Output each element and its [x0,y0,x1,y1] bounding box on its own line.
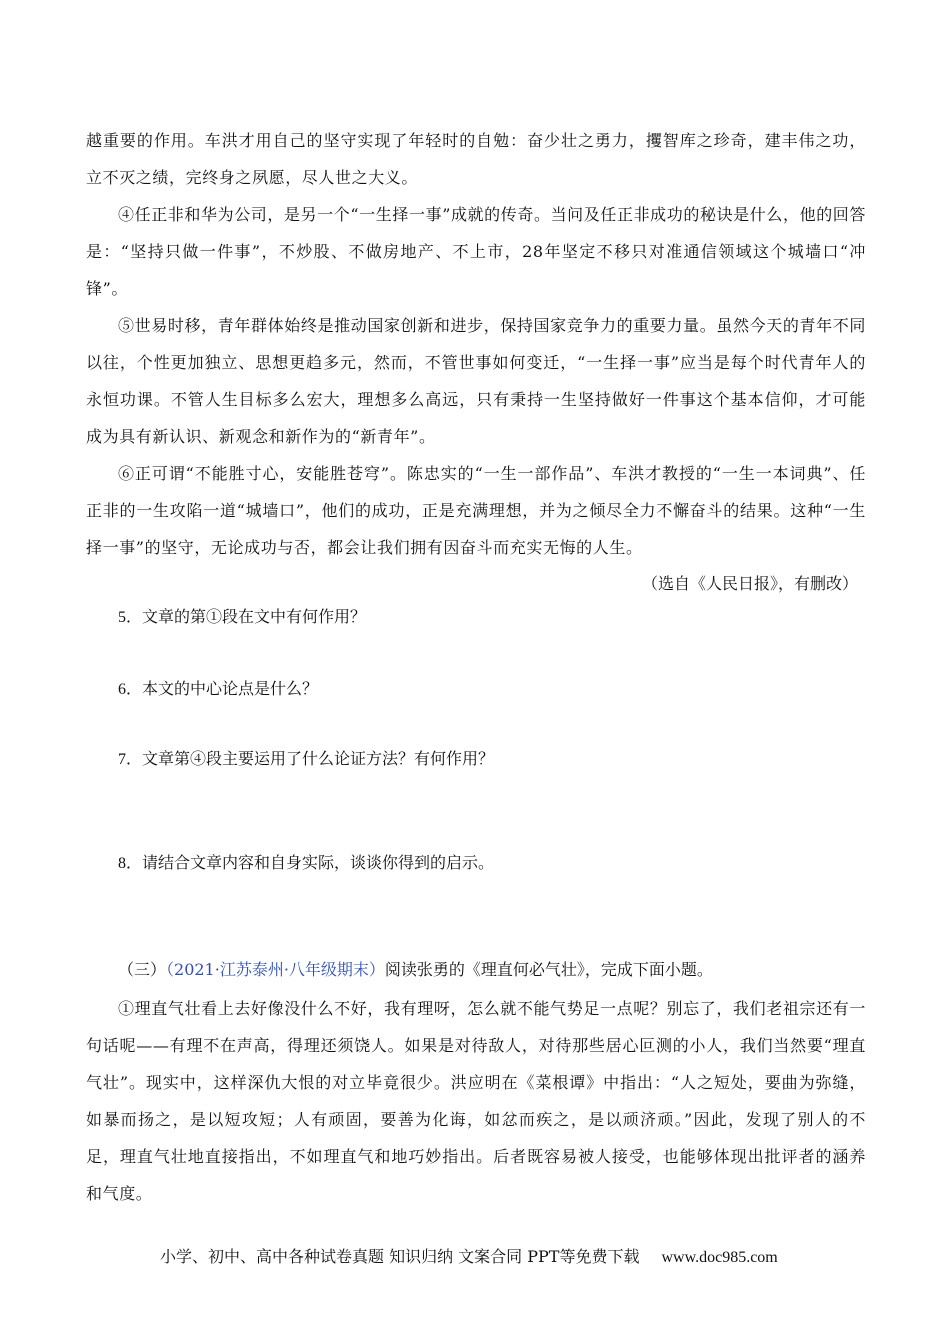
footer-text: 小学、初中、高中各种试卷真题 知识归纳 文案合同 PPT等免费下载 [160,1247,640,1266]
section-3-source-tag[interactable]: （2021·江苏泰州·八年级期末） [166,960,385,979]
paragraph-4: ④任正非和华为公司，是另一个“一生择一事”成就的传奇。当问及任正非成功的秘诀是什么，他的回答是：“坚持只做一件事”，不炒股、不做房地产、不上市，28年坚定不移只对准通信领域这个城墙口“冲锋”。 [86,205,866,298]
paragraph-6: ⑥正可谓“不能胜寸心，安能胜苍穹”。陈忠实的“一生一部作品”、车洪才教授的“一生一本词典”、任正非的一生攻陷一道“城墙口”，他们的成功，正是充满理想，并为之倾尽全力不懈奋斗的结果。这种“一生择一事”的坚守，无论成功与否，都会让我们拥有因奋斗而充实无悔的人生。 [86,464,866,557]
footer-url[interactable]: www.doc985.com [661,1249,778,1266]
source-citation: （选自《人民日报》，有删改） [641,574,858,593]
section-3-paragraph-1: ①理直气壮看上去好像没什么不好，我有理呀，怎么就不能气势足一点呢？别忘了，我们老祖宗还有一句话呢——有理不在声高，得理还须饶人。如果是对待敌人，对待那些居心叵测的小人，我们当然要“理直气壮”。现实中，这样深仇大恨的对立毕竟很少。洪应明在《菜根谭》中指出：“人之短处，要曲为弥缝，如暴而扬之，是以短攻短；人有顽固，要善为化诲，如忿而疾之，是以顽济顽。”因此，发现了别人的不足，理直气壮地直接指出，不如理直气和地巧妙指出。后者既容易被人接受，也能够体现出批评者的涵养和气度。 [86,999,866,1203]
section-3-heading [118,958,713,982]
paragraph-5: ⑤世易时移，青年群体始终是推动国家创新和进步，保持国家竞争力的重要力量。虽然今天的青年不同以往，个性更加独立、思想更趋多元，然而，不管世事如何变迁，“一生择一事”应当是每个时代青年人的永恒功课。不管人生目标多么宏大，理想多么高远，只有秉持一生坚持做好一件事这个基本信仰，才可能成为具有新认识、新观念和新作为的“新青年”。 [86,316,866,446]
section-3-instruction: 阅读张勇的《理直何必气壮》，完成下面小题。 [384,960,713,979]
question-6: 6．本文的中心论点是什么？ [118,681,319,698]
question-8: 8．请结合文章内容和自身实际，谈谈你得到的启示。 [118,855,495,872]
question-5: 5．文章的第①段在文中有何作用？ [118,609,367,626]
question-7: 7．文章第④段主要运用了什么论证方法？有何作用？ [118,751,495,768]
page-footer [160,1245,840,1270]
paragraph-continuation: 越重要的作用。车洪才用自己的坚守实现了年轻时的自勉：奋少壮之勇力，攫智库之珍奇，建丰伟之功，立不灭之绩，完终身之夙愿，尽人世之大义。 [86,131,866,187]
section-3-prefix: （三） [118,960,167,979]
